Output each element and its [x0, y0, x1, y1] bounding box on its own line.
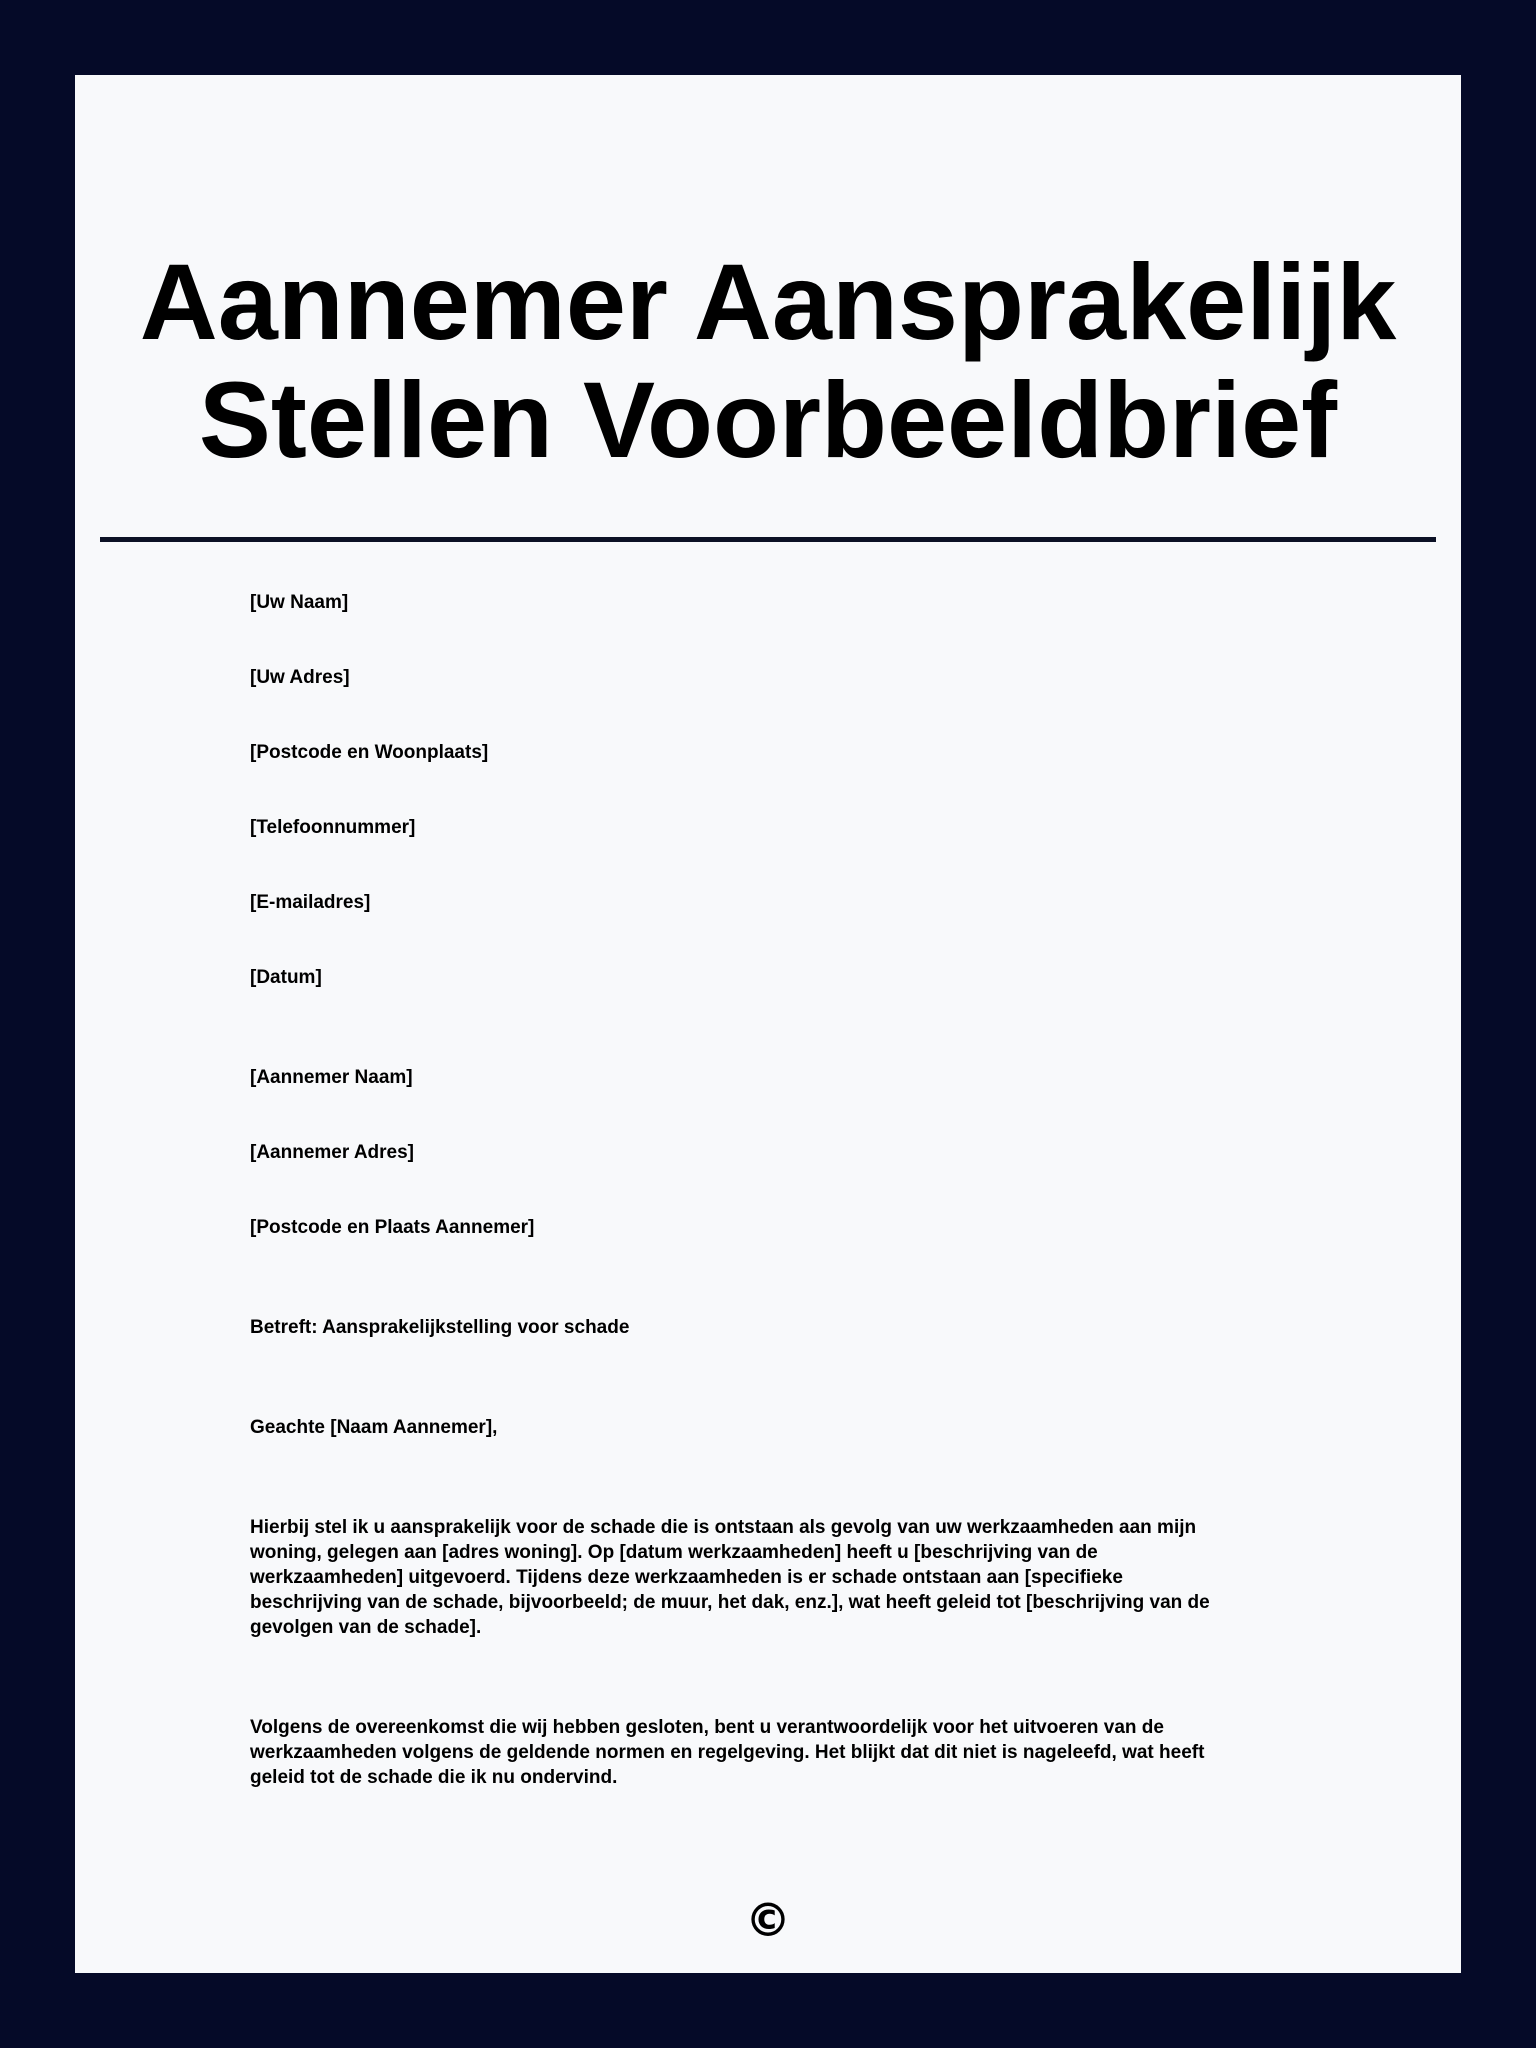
recipient-address: [Aannemer Adres] [250, 1142, 415, 1163]
paragraph-2 [250, 1715, 1350, 1790]
letter-salutation: Geachte [Naam Aannemer], [250, 1417, 498, 1438]
letter-date: [Datum] [250, 967, 322, 988]
paragraph-1-line: Hierbij stel ik u aansprakelijk voor de schade die is ontstaan als gevolg van uw werkzaamheden aan mijn [250, 1517, 1197, 1538]
title-line-2: Stellen Voorbeeldbrief [198, 359, 1338, 480]
paragraph-2-line: werkzaamheden volgens de geldende normen en regelgeving. Het blijkt dat dit niet is nageleefd, wat heeft [250, 1742, 1205, 1763]
recipient-name: [Aannemer Naam] [250, 1067, 413, 1088]
paragraph-2-line: geleid tot de schade die ik nu ondervind. [250, 1767, 618, 1788]
title-divider [100, 537, 1436, 542]
title-line-1: Aannemer Aansprakelijk [139, 241, 1397, 362]
paragraph-1-line: gevolgen van de schade]. [250, 1617, 482, 1638]
paragraph-2-line: Volgens de overeenkomst die wij hebben gesloten, bent u verantwoordelijk voor het uitvoeren van de [250, 1717, 1164, 1738]
paragraph-1 [250, 1515, 1350, 1640]
sender-postcode-city: [Postcode en Woonplaats] [250, 742, 489, 763]
paragraph-1-line: werkzaamheden] uitgevoerd. Tijdens deze werkzaamheden is er schade ontstaan aan [specifieke [250, 1567, 1123, 1588]
recipient-postcode-city: [Postcode en Plaats Aannemer] [250, 1217, 535, 1238]
letter-subject: Betreft: Aansprakelijkstelling voor schade [250, 1317, 630, 1338]
letter-page [75, 75, 1461, 1973]
sender-name: [Uw Naam] [250, 592, 349, 613]
page-title [75, 243, 1461, 479]
paragraph-1-line: beschrijving van de schade, bijvoorbeeld; de muur, het dak, enz.], wat heeft geleid tot [beschrijving van de [250, 1592, 1210, 1613]
paragraph-1-line: woning, gelegen aan [adres woning]. Op [datum werkzaamheden] heeft u [beschrijving van de [250, 1542, 1098, 1563]
sender-phone: [Telefoonnummer] [250, 817, 416, 838]
sender-address: [Uw Adres] [250, 667, 350, 688]
sender-email: [E-mailadres] [250, 892, 371, 913]
copyright-icon: © [745, 1893, 791, 1947]
